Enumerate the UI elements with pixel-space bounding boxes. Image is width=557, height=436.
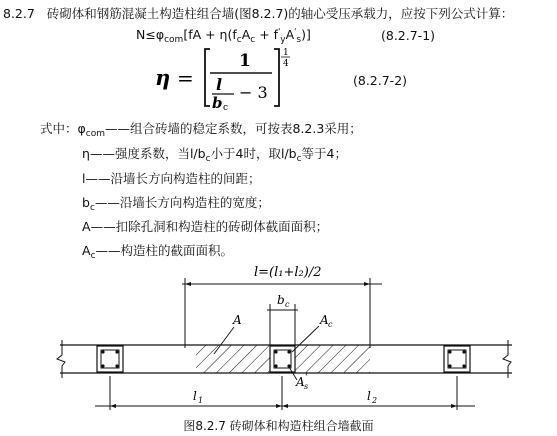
bc-label-sub: c <box>285 300 290 309</box>
bc-description: ——沿墙长方向构造柱的宽度； <box>94 195 270 210</box>
minus-three: − 3 <box>239 83 268 102</box>
label-as: A <box>296 375 305 389</box>
figure-caption: 图8.2.7 砖砌体和构造柱组合墙截面 <box>183 419 374 433</box>
as-symbol: A <box>285 27 295 42</box>
ac-def-subscript: c <box>90 251 96 261</box>
label-ac: A <box>320 313 329 327</box>
definitions-intro: 式中： <box>40 121 78 136</box>
eta-sub-a: c <box>205 154 211 164</box>
l2-arrow-left <box>282 404 288 408</box>
definition-eta <box>82 144 347 164</box>
formula-1-part1: [fA + η(f <box>183 27 237 42</box>
definition-phi <box>40 119 362 139</box>
ac-symbol: A <box>241 27 251 42</box>
label-as-prime: ' <box>305 373 308 383</box>
eta-symbol: η <box>155 65 171 90</box>
clause-text: 砖砌体和钢筋混凝土构造柱组合墙(图8.2.7)的轴心受压承载力，应按下列公式计算： <box>46 6 514 21</box>
top-arrow-left <box>185 282 191 286</box>
label-l1-sub: 1 <box>198 396 204 405</box>
label-a: A <box>233 313 242 327</box>
ac-def-symbol: A <box>82 243 91 258</box>
as-subscript: s <box>296 35 302 45</box>
phi-com-subscript: com <box>85 129 105 139</box>
a-description: ——扣除孔洞和构造柱的砖砌体截面面积； <box>90 219 329 234</box>
formula-1-number: (8.2.7-1) <box>381 28 436 43</box>
l-def-symbol: l <box>82 171 86 186</box>
formula-2 <box>150 40 310 112</box>
right-bracket <box>274 49 279 106</box>
l-description: ——沿墙长方向构造柱的间距； <box>85 171 261 186</box>
label-as-sub: s <box>304 382 309 391</box>
phi-symbol: φ <box>77 121 86 136</box>
inner-l: l <box>216 75 223 94</box>
definition-l <box>82 169 261 187</box>
eta-description-a: ——强度系数，当l/b <box>89 146 206 161</box>
formula-1-plus: + f <box>255 27 279 42</box>
definition-a <box>82 217 328 235</box>
break-line-right <box>503 340 511 378</box>
bc-def-subscript: c <box>89 203 95 213</box>
as-prime: ' <box>294 27 297 36</box>
l1-arrow-right <box>276 404 282 408</box>
left-bracket <box>205 49 210 106</box>
clause-number: 8.2.7 <box>3 6 35 21</box>
phi-subscript: com <box>164 35 184 45</box>
label-l1: l <box>193 389 197 403</box>
inner-b: b <box>212 94 223 112</box>
formula-1-lhs: N≤φ <box>136 27 165 42</box>
numerator-one: 1 <box>239 51 251 71</box>
definition-bc <box>82 193 270 213</box>
hatched-masonry-left <box>196 345 270 373</box>
ac-subscript: c <box>250 35 256 45</box>
break-line-left <box>57 340 65 378</box>
equals-sign: = <box>177 66 194 90</box>
l2-arrow-right <box>451 404 457 408</box>
eta-description-c: 等于4； <box>301 146 347 161</box>
clause-heading <box>3 4 513 22</box>
bc-label: b <box>277 293 285 307</box>
wall-section-figure <box>0 258 557 436</box>
label-ac-sub: c <box>328 320 333 329</box>
exponent-denominator: 4 <box>283 59 289 69</box>
top-arrow-right <box>364 282 370 286</box>
ac-description: ——构造柱的截面面积。 <box>95 243 234 258</box>
fy-subscript: y <box>280 35 286 45</box>
exponent-numerator: 1 <box>283 48 289 58</box>
eta-description-b: 小于4时，取l/b <box>210 146 297 161</box>
phi-description: ——组合砖墙的稳定系数，可按表8.2.3采用； <box>105 121 362 136</box>
l1-arrow-left <box>110 404 116 408</box>
a-def-symbol: A <box>82 219 91 234</box>
hatched-masonry-right <box>295 345 370 373</box>
fc-subscript: c <box>236 35 242 45</box>
formula-1-close: )] <box>301 27 311 42</box>
label-l2: l <box>367 389 371 403</box>
bc-def-symbol: b <box>82 195 90 210</box>
formula-2-number: (8.2.7-2) <box>353 73 408 88</box>
eta-sub-b: c <box>296 154 302 164</box>
inner-b-sub: c <box>223 103 229 112</box>
fy-prime: ' <box>278 27 281 36</box>
top-dimension-label: l=(l₁+l₂)/2 <box>254 265 322 280</box>
label-l2-sub: 2 <box>372 396 378 405</box>
eta-def-symbol: η <box>82 146 90 161</box>
